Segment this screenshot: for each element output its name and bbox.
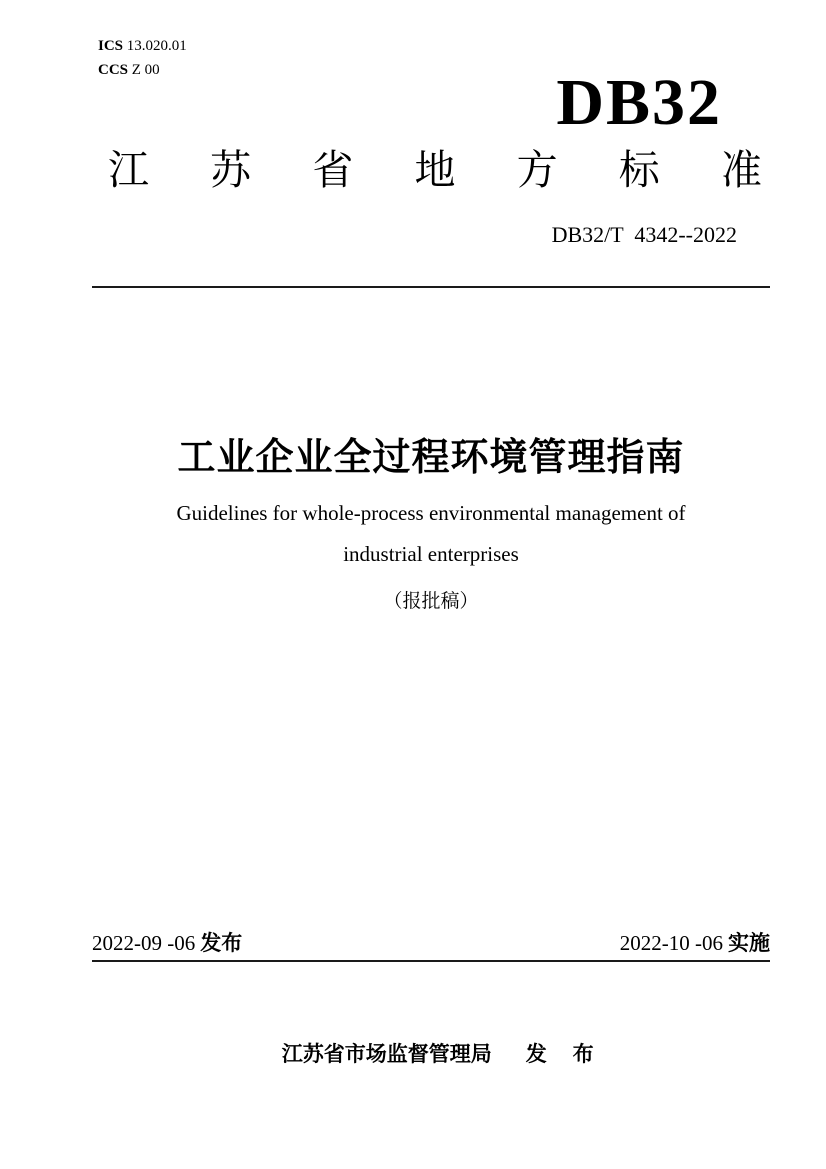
standard-type-char: 省 <box>312 147 354 193</box>
publisher-name: 江苏省市场监督管理局 <box>281 1043 492 1066</box>
standard-type-char: 准 <box>720 147 762 193</box>
implementation-date-line <box>620 930 770 957</box>
publisher-row <box>74 1014 788 1092</box>
standard-type-char: 江 <box>108 147 149 193</box>
publish-action: 发 布 <box>525 1043 604 1066</box>
issue-date: 2022-09 -06 <box>92 931 196 955</box>
standard-type-char: 地 <box>414 147 456 193</box>
dates-row <box>92 930 770 957</box>
bottom-divider <box>92 960 770 962</box>
ics-value: 13.020.01 <box>126 38 187 54</box>
page-title: 工业企业全过程环境管理指南 <box>177 437 685 479</box>
english-title-line2: industrial enterprises <box>343 542 519 566</box>
ics-code-line <box>98 34 187 58</box>
ccs-code-line <box>98 58 187 82</box>
top-divider <box>92 286 770 288</box>
standard-type-row <box>108 146 762 195</box>
ccs-value: Z 00 <box>131 62 160 78</box>
ccs-label: CCS <box>98 62 129 78</box>
classification-codes <box>98 34 187 82</box>
english-title-line1: Guidelines for whole-process environmental management of <box>176 501 686 525</box>
implementation-label: 实施 <box>728 932 770 955</box>
standard-type-char: 苏 <box>210 147 252 193</box>
ics-label: ICS <box>98 38 124 54</box>
implementation-date: 2022-10 -06 <box>619 931 723 955</box>
issue-label: 发布 <box>200 932 243 955</box>
document-number: DB32/T 4342--2022 <box>551 222 737 247</box>
draft-status-note: （报批稿） <box>383 591 479 612</box>
standard-type-char: 标 <box>618 147 660 193</box>
standard-type-char: 方 <box>516 147 558 193</box>
db32-logo: DB32 <box>556 66 722 139</box>
issue-date-line <box>92 930 242 957</box>
